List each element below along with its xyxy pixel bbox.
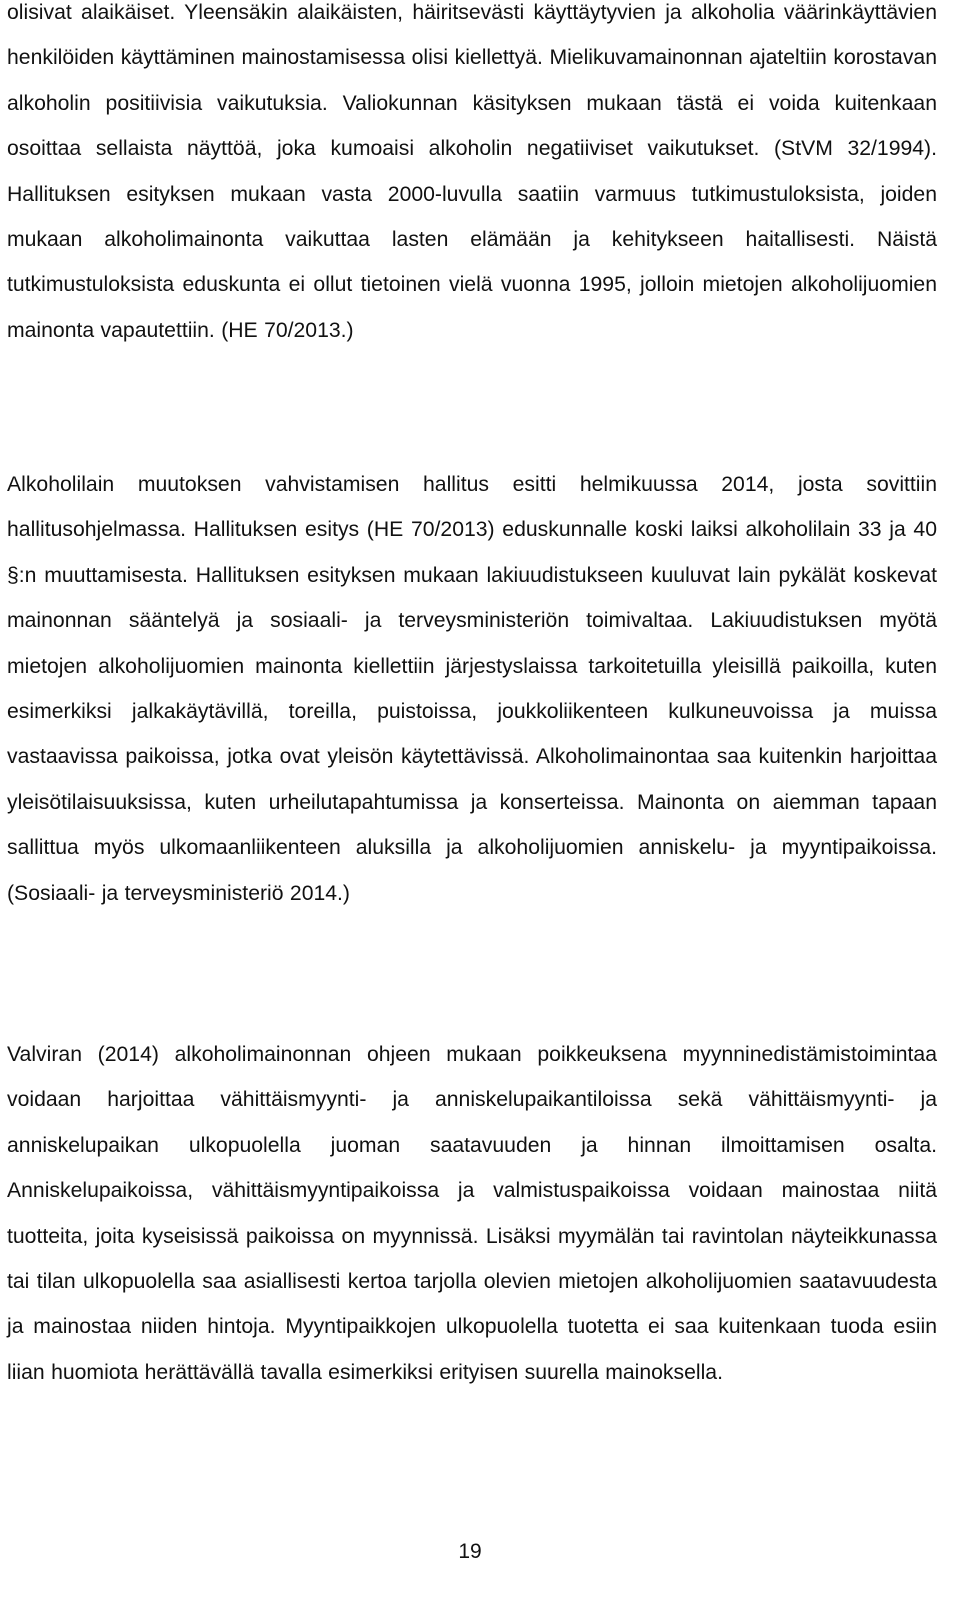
- paragraph-3: Valviran (2014) alkoholimainonnan ohjeen mukaan poikkeuksena myynninedistämistoimintaa voidaan harjoittaa vähittäismyynti- ja anniskelupaikantiloissa sekä vähittäismyynti- ja anniskelupaikan ulkopuolella juoman saatavuuden ja hinnan ilmoittamisen osalta. Anniskelupaikoissa, vähittäismyyntipaikoissa ja valmistuspaikoissa voidaan mainostaa niitä tuotteita, joita kyseisissä paikoissa on myynnissä. Lisäksi myymälän tai ravintolan näyteikkunassa tai tilan ulkopuolella saa asiallisesti kertoa tarjolla olevien mietojen alkoholijuomien saatavuudesta ja mainostaa niiden hintoja. Myyntipaikkojen ulkopuolella tuotetta ei saa kuitenkaan tuoda esiin liian huomiota herättävällä tavalla esimerkiksi erityisen suurella mainoksella.: [7, 1043, 937, 1384]
- page-number: 19: [458, 1540, 482, 1563]
- paragraph-1: olisivat alaikäiset. Yleensäkin alaikäisten, häiritsevästi käyttäytyvien ja alkoholia väärinkäyttävien henkilöiden käyttäminen mainostamisessa olisi kiellettyä. Mielikuvamainonnan ajateltiin korostavan alkoholin positiivisia vaikutuksia. Valiokunnan käsityksen mukaan tästä ei voida kuitenkaan osoittaa sellaista näyttöä, joka kumoaisi alkoholin negatiiviset vaikutukset. (StVM 32/1994). Hallituksen esityksen mukaan vasta 2000-luvulla saatiin varmuus tutkimustuloksista, joiden mukaan alkoholimainonta vaikuttaa lasten elämään ja kehitykseen haitallisesti. Näistä tutkimustuloksista eduskunta ei ollut tietoinen vielä vuonna 1995, jolloin mietojen alkoholijuomien mainonta vapautettiin. (HE 70/2013.): [7, 1, 937, 342]
- paragraph-2: Alkoholilain muutoksen vahvistamisen hallitus esitti helmikuussa 2014, josta sovittiin hallitusohjelmassa. Hallituksen esitys (HE 70/2013) eduskunnalle koski laiksi alkoholilain 33 ja 40 §:n muuttamisesta. Hallituksen esityksen mukaan lakiuudistukseen kuuluvat lain pykälät koskevat mainonnan sääntelyä ja sosiaali- ja terveysministeriön toimivaltaa. Lakiuudistuksen myötä mietojen alkoholijuomien mainonta kiellettiin järjestyslaissa tarkoitetuilla yleisillä paikoilla, kuten esimerkiksi jalkakäytävillä, toreilla, puistoissa, joukkoliikenteen kulkuneuvoissa ja muissa vastaavissa paikoissa, jotka ovat yleisön käytettävissä. Alkoholimainontaa saa kuitenkin harjoittaa yleisötilaisuuksissa, kuten urheilutapahtumissa ja konserteissa. Mainonta on aiemman tapaan sallittua myös ulkomaanliikenteen aluksilla ja alkoholijuomien anniskelu- ja myyntipaikoissa. (Sosiaali- ja terveysministeriö 2014.): [7, 473, 937, 905]
